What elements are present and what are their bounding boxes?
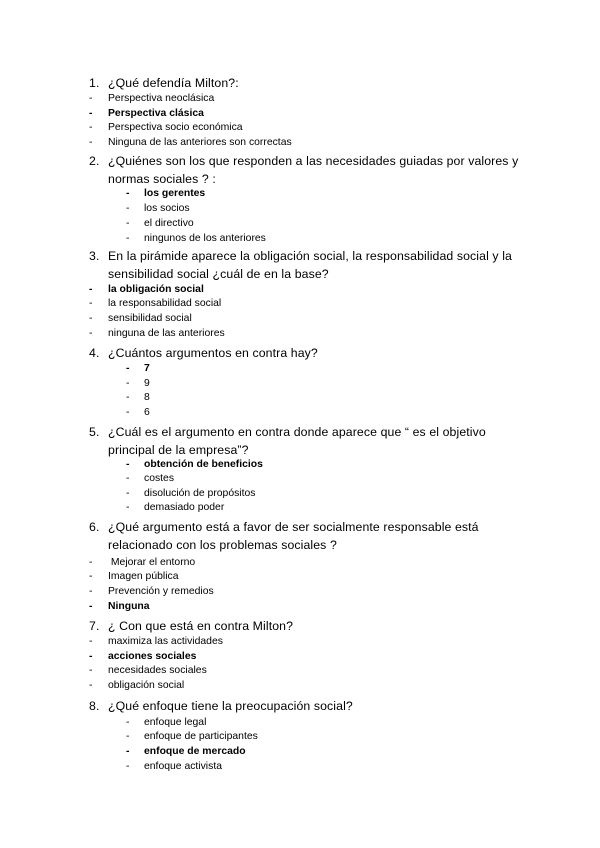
- question-number: 4.: [89, 346, 100, 360]
- question-6: [89, 518, 529, 554]
- question-text: En la pirámide aparece la obligación social, la responsabilidad social y la sensibilidad social ¿cuál de en la base?: [108, 249, 512, 281]
- question-text: ¿Cuál es el argumento en contra donde aparece que “ es el objetivo principal de la empresa”?: [108, 425, 486, 457]
- question-text: ¿Qué enfoque tiene la preocupación social?: [108, 699, 353, 713]
- question-number: 3.: [89, 249, 100, 263]
- question-text: ¿Qué defendía Milton?:: [108, 76, 239, 90]
- page: 1. ¿Qué defendía Milton?: - Perspectiva neoclásica - Perspectiva clásica - Perspectiva socio económica - Ninguna de las anteriores son correctas 2. ¿Quiénes son los que responden a las necesidades guiadas por valores y normas sociales ? : - los gerentes - los socios - el directivo - ningunos de los anteriores 3. En la pirámide aparece la obligación social, la responsabilidad social y la sensibilidad social ¿cuál de en la base? - la obligación social - la responsabilidad social - sensibilidad social - ninguna de las anteriores 4. ¿Cuántos argumentos en contra hay? - 7 - 9 - 8 - 6 5. ¿Cuál es el argumento en contra donde aparece que “ es el objetivo principal de la empresa”? - obtención de beneficios - costes - disolución de propósitos - demasiado poder 6. ¿Qué argumento está a favor de ser socialmente responsable está relacionado con los problemas sociales ? - Mejorar el entorno - Imagen pública - Prevención y remedios - Ninguna 7. ¿ Con que está en contra Milton? - maximiza las actividades - acciones sociales - necesidades sociales - obligación social 8. ¿Qué enfoque tiene la preocupación social? - enfoque legal - enfoque de participantes - enfoque de mercado - enfoque activista: [0, 0, 600, 848]
- question-number: 6.: [89, 520, 100, 534]
- question-number: 7.: [89, 619, 100, 633]
- question-number: 5.: [89, 425, 100, 439]
- question-8: [89, 697, 529, 715]
- question-text: ¿Qué argumento está a favor de ser socialmente responsable está relacionado con los problemas sociales ?: [108, 520, 479, 552]
- question-number: 8.: [89, 699, 100, 713]
- question-7: [89, 617, 529, 635]
- question-number: 1.: [89, 76, 100, 90]
- question-number: 2.: [89, 154, 100, 168]
- question-1: [89, 74, 529, 92]
- question-text: ¿Quiénes son los que responden a las necesidades guiadas por valores y normas sociales ? :: [108, 154, 519, 186]
- question-text: ¿Cuántos argumentos en contra hay?: [108, 346, 318, 360]
- question-3: [89, 247, 529, 283]
- question-2: [89, 152, 529, 188]
- question-5: [89, 423, 529, 459]
- question-text: ¿ Con que está en contra Milton?: [108, 619, 294, 633]
- question-4: [89, 344, 529, 362]
